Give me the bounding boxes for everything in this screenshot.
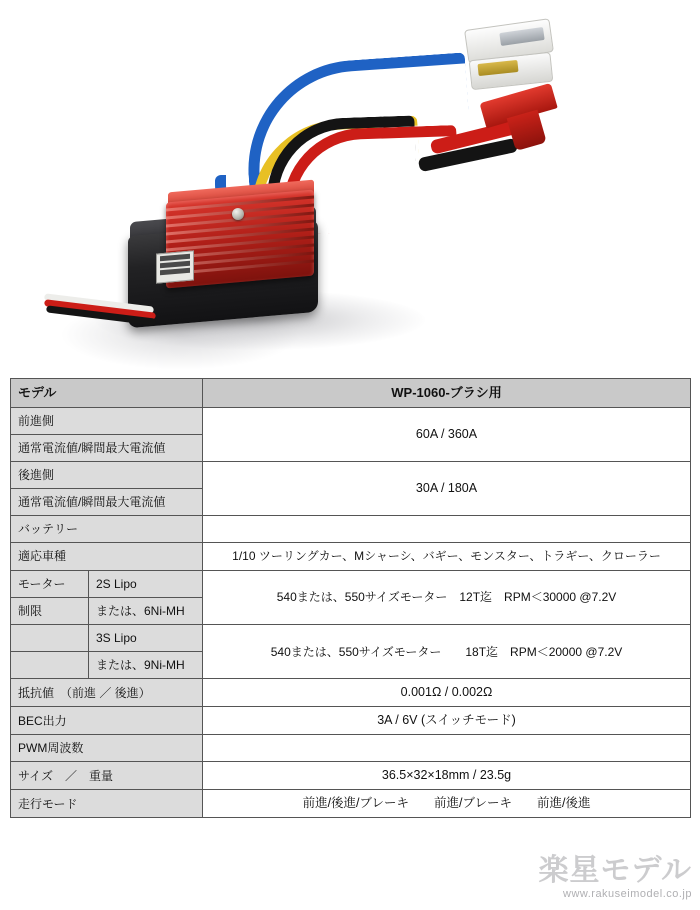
row-sub-9nimh: または、9Ni-MH bbox=[89, 652, 203, 679]
row-value-battery bbox=[203, 516, 691, 543]
table-row bbox=[11, 570, 691, 597]
row-label-battery: バッテリー bbox=[11, 516, 203, 543]
row-value-motor-2s: 540または、550サイズモーター 12T迄 RPM＜30000 @7.2V bbox=[203, 570, 691, 624]
watermark-brand: 楽星モデル bbox=[538, 854, 692, 887]
table-header-row bbox=[11, 379, 691, 408]
row-label-size-weight: サイズ ／ 重量 bbox=[11, 762, 203, 790]
row-label-vehicle-type: 適応車種 bbox=[11, 543, 203, 570]
table-row bbox=[11, 790, 691, 818]
row-value-drive-mode: 前進/後進/ブレーキ 前進/ブレーキ 前進/後進 bbox=[203, 790, 691, 818]
row-value-forward-current: 60A / 360A bbox=[203, 407, 691, 461]
deans-stem bbox=[507, 110, 547, 152]
row-label-reverse: 後進側 bbox=[11, 461, 203, 488]
header-value: WP-1060-ブラシ用 bbox=[203, 379, 691, 408]
table-row bbox=[11, 516, 691, 543]
row-value-resistance: 0.001Ω / 0.002Ω bbox=[203, 679, 691, 707]
table-row bbox=[11, 707, 691, 735]
row-label-limit: 制限 bbox=[11, 597, 89, 624]
table-row bbox=[11, 679, 691, 707]
row-label-motor-blank-1 bbox=[11, 625, 89, 652]
spec-table-container bbox=[10, 378, 690, 818]
watermark-url: www.rakuseimodel.co.jp bbox=[563, 888, 692, 900]
row-value-size-weight: 36.5×32×18mm / 23.5g bbox=[203, 762, 691, 790]
heatsink-screw bbox=[232, 208, 244, 220]
watermark bbox=[502, 856, 692, 900]
row-label-bec-output: BEC出力 bbox=[11, 707, 203, 735]
row-value-bec-output: 3A / 6V (スイッチモード) bbox=[203, 707, 691, 735]
header-label: モデル bbox=[11, 379, 203, 408]
photo-canvas bbox=[0, 0, 700, 370]
table-row bbox=[11, 407, 691, 434]
row-label-resistance: 抵抗値 （前進 ／ 後進） bbox=[11, 679, 203, 707]
row-label-motor: モーター bbox=[11, 570, 89, 597]
spec-table bbox=[10, 378, 691, 818]
row-sub-2s-lipo: 2S Lipo bbox=[89, 570, 203, 597]
deans-t-plug-connector bbox=[479, 83, 566, 159]
table-row bbox=[11, 543, 691, 570]
table-row bbox=[11, 762, 691, 790]
row-label-pwm-frequency: PWM周波数 bbox=[11, 735, 203, 762]
table-row bbox=[11, 625, 691, 652]
row-sub-3s-lipo: 3S Lipo bbox=[89, 625, 203, 652]
table-row bbox=[11, 461, 691, 488]
table-row bbox=[11, 735, 691, 762]
esc-label-switch bbox=[156, 250, 194, 283]
row-label-forward: 前進側 bbox=[11, 407, 203, 434]
row-label-drive-mode: 走行モード bbox=[11, 790, 203, 818]
row-label-motor-blank-2 bbox=[11, 652, 89, 679]
product-photo bbox=[0, 0, 700, 370]
row-value-vehicle-type: 1/10 ツーリングカー、Mシャーシ、バギー、モンスター、トラギー、クローラー bbox=[203, 543, 691, 570]
row-value-motor-3s: 540または、550サイズモーター 18T迄 RPM＜20000 @7.2V bbox=[203, 625, 691, 679]
row-label-forward-current: 通常電流値/瞬間最大電流値 bbox=[11, 434, 203, 461]
row-label-reverse-current: 通常電流値/瞬間最大電流値 bbox=[11, 489, 203, 516]
row-value-pwm-frequency bbox=[203, 735, 691, 762]
row-sub-6nimh: または、6Ni-MH bbox=[89, 597, 203, 624]
row-value-reverse-current: 30A / 180A bbox=[203, 461, 691, 515]
